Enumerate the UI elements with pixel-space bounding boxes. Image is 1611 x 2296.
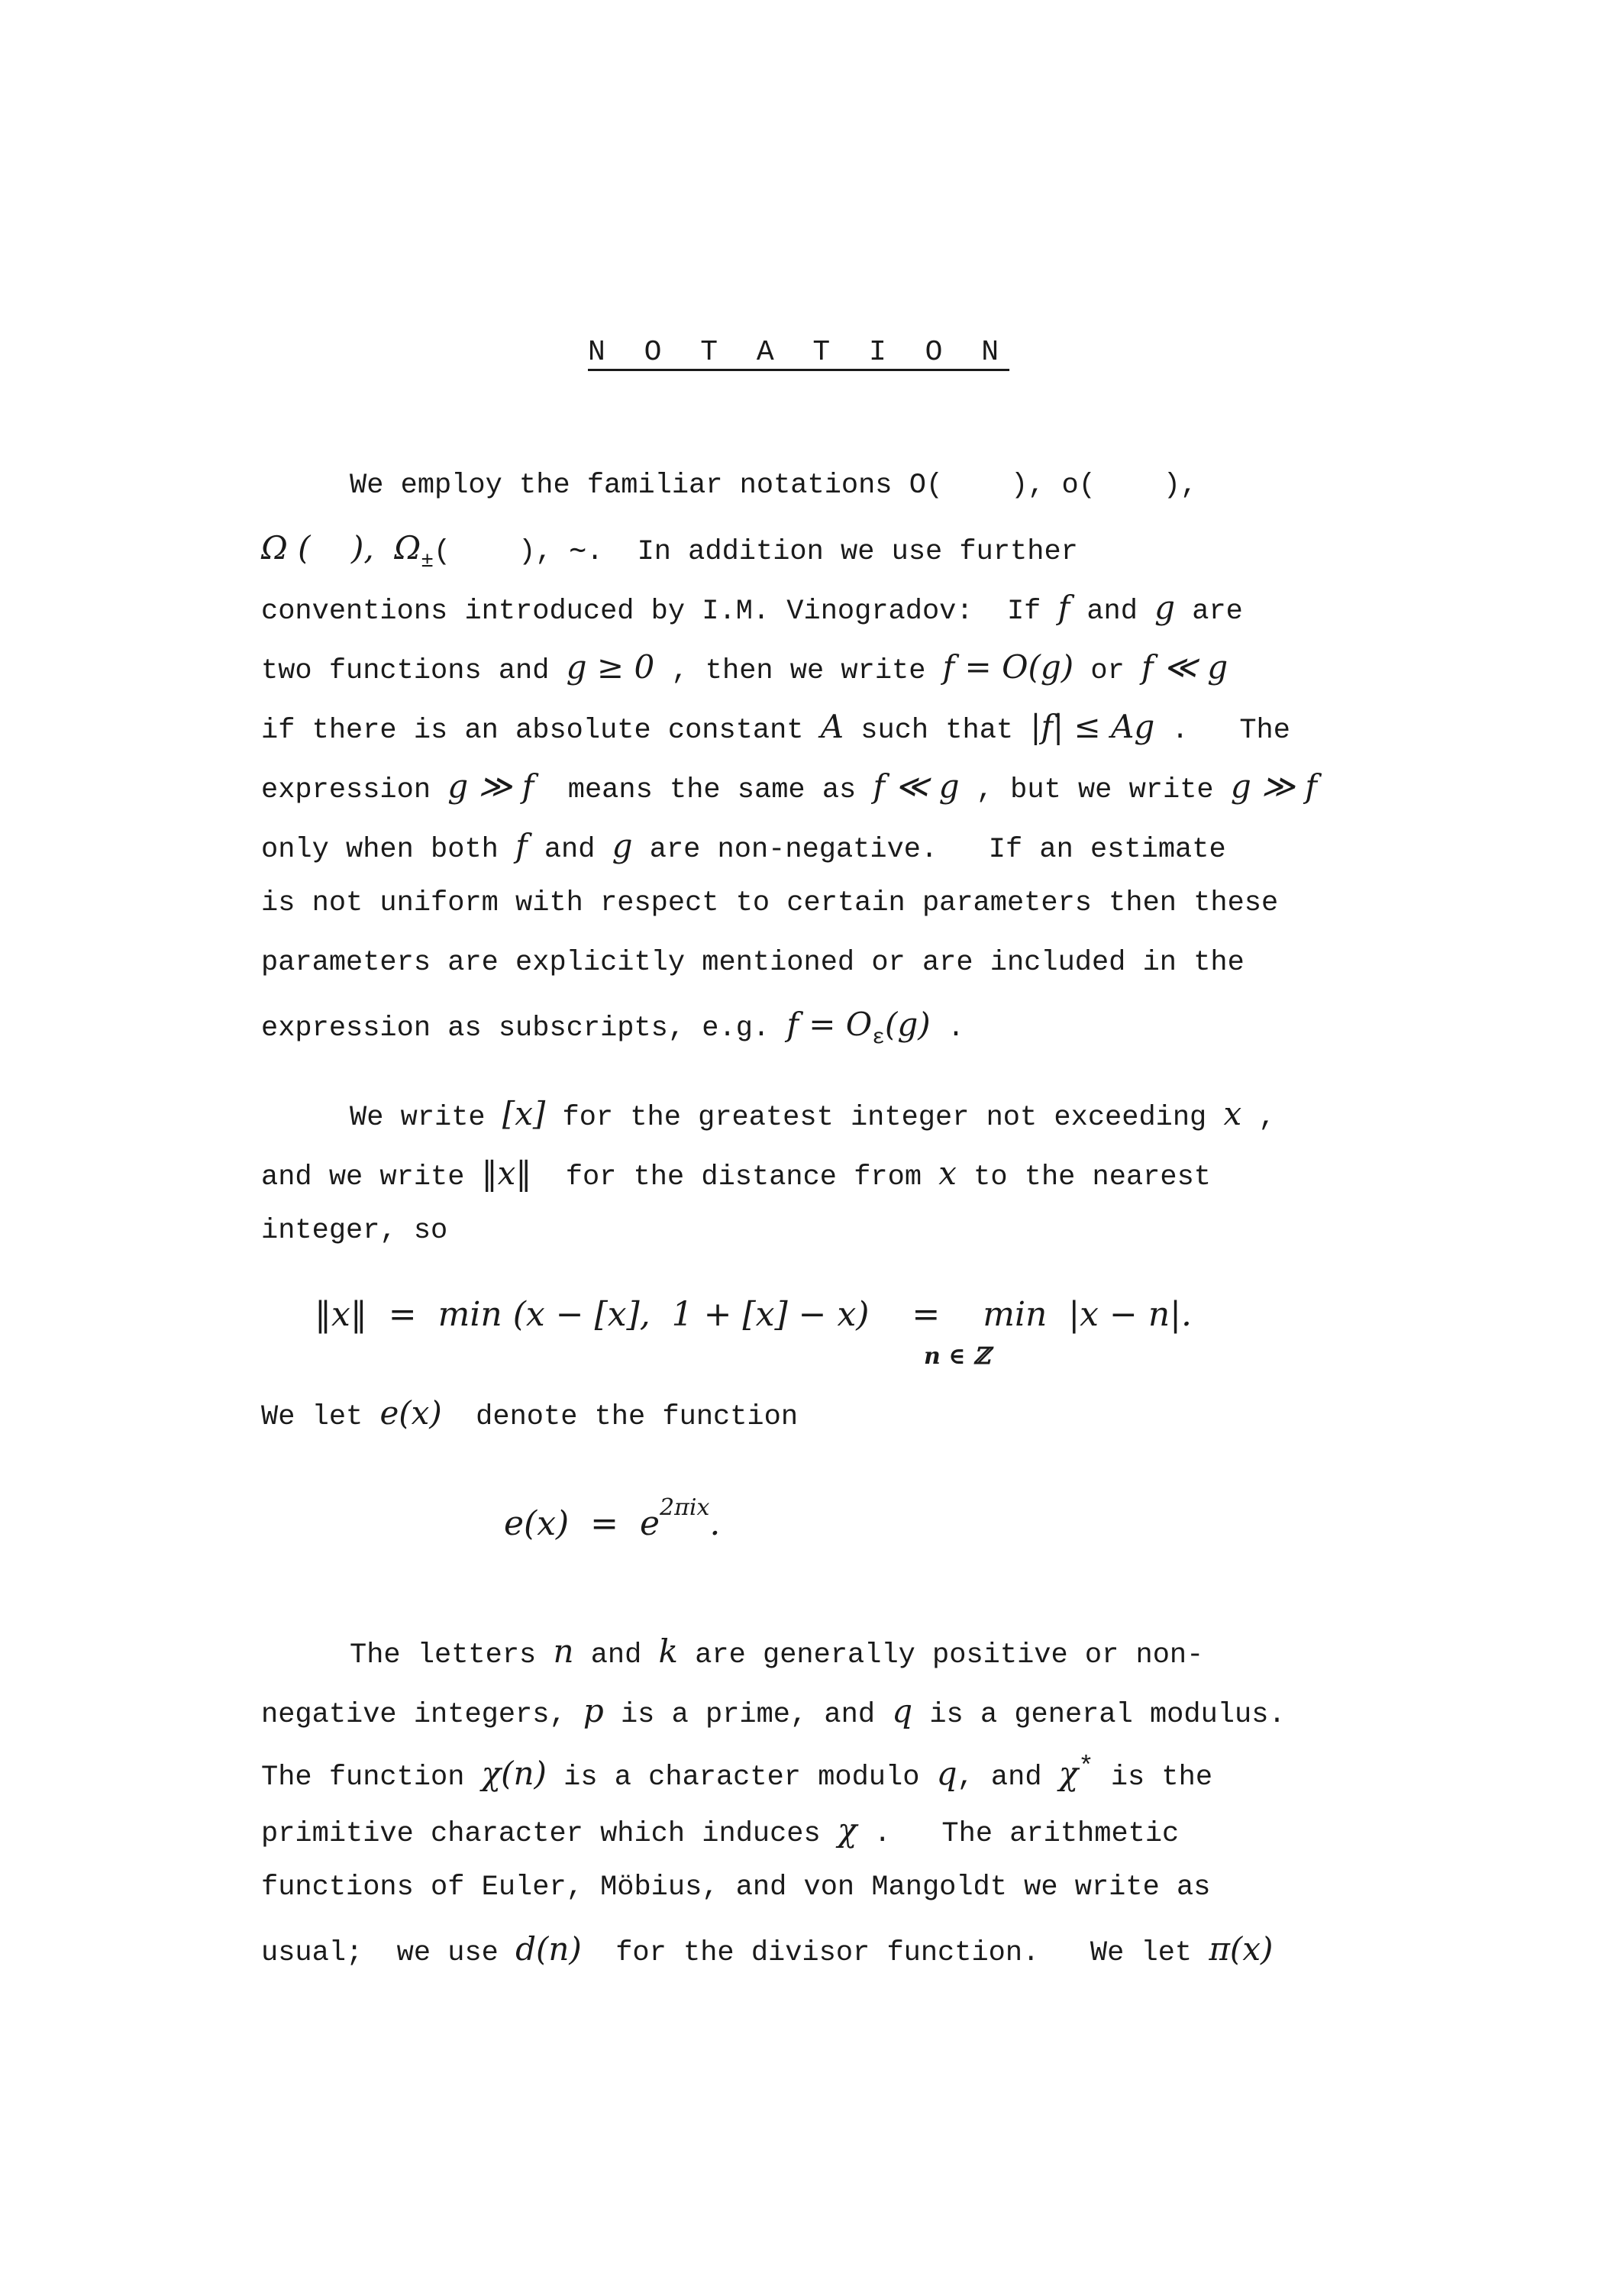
eq-text: e(x) = e bbox=[504, 1504, 660, 1543]
text: and bbox=[527, 834, 612, 866]
text: , then we write bbox=[654, 655, 943, 687]
math-f: f bbox=[1057, 589, 1070, 626]
para1-line2 bbox=[261, 529, 1078, 573]
para2-line4 bbox=[261, 1394, 799, 1433]
math: q bbox=[892, 1692, 913, 1729]
math: f ≪ g bbox=[873, 767, 960, 805]
para3-line5: functions of Euler, Möbius, and von Mangoldt we write as bbox=[261, 1871, 1211, 1904]
text: such that bbox=[844, 715, 1031, 747]
math: A bbox=[820, 708, 844, 745]
para1-line9: parameters are explicitly mentioned or are included in the bbox=[261, 947, 1245, 979]
para3-line1 bbox=[350, 1632, 1204, 1671]
text: expression as subscripts, e.g. bbox=[261, 1012, 787, 1045]
math: k bbox=[658, 1632, 678, 1670]
math: π(x) bbox=[1209, 1930, 1274, 1968]
math: χ bbox=[1058, 1755, 1079, 1792]
text: , but we write bbox=[959, 774, 1231, 806]
math: n bbox=[553, 1632, 574, 1670]
text: denote the function bbox=[441, 1401, 799, 1433]
text: and bbox=[1070, 596, 1155, 628]
text: , and bbox=[957, 1762, 1059, 1794]
math: e(x) bbox=[379, 1394, 442, 1432]
math: x bbox=[1223, 1095, 1242, 1132]
text: conventions introduced by I.M. Vinogradov: If bbox=[261, 596, 1058, 628]
math: q bbox=[936, 1755, 957, 1792]
para2-line1 bbox=[350, 1095, 1276, 1134]
text: only when both bbox=[261, 834, 516, 866]
para2-line3: integer, so bbox=[261, 1215, 448, 1247]
exponent: 2πix bbox=[660, 1494, 710, 1521]
epsilon-subscript: ε bbox=[872, 1026, 885, 1050]
math: χ(n) bbox=[481, 1755, 547, 1792]
para1-line10 bbox=[261, 1006, 965, 1050]
math: |f| ≤ Ag bbox=[1030, 708, 1155, 745]
math: [x] bbox=[502, 1095, 546, 1132]
text: are bbox=[1175, 596, 1243, 628]
math: g ≫ f bbox=[1230, 767, 1317, 805]
math: f = O bbox=[786, 1006, 873, 1043]
para1-line7 bbox=[261, 827, 1226, 866]
para3-line3 bbox=[261, 1755, 1212, 1792]
eq-period: . bbox=[709, 1504, 721, 1543]
text: are non-negative. If an estimate bbox=[632, 834, 1226, 866]
text: The function bbox=[261, 1762, 482, 1794]
text: We let bbox=[261, 1401, 380, 1433]
omega-symbol: Ω ( ), Ω bbox=[261, 529, 421, 567]
para1-line2-text: ( ), ∼. In addition we use further bbox=[434, 536, 1078, 568]
text: primitive character which induces bbox=[261, 1818, 838, 1850]
text: . The bbox=[1154, 715, 1290, 747]
text: are generally positive or non- bbox=[678, 1639, 1204, 1671]
text: negative integers, bbox=[261, 1699, 583, 1731]
equation-exponential bbox=[504, 1494, 721, 1543]
pm-subscript: ± bbox=[421, 550, 434, 573]
para3-line6 bbox=[261, 1930, 1274, 1969]
text: is the bbox=[1093, 1762, 1213, 1794]
equation-min-subscript: n ∈ ℤ bbox=[924, 1343, 990, 1370]
math: d(n) bbox=[515, 1930, 582, 1968]
para1-line1: We employ the familiar notations O( ), o( ), bbox=[350, 470, 1198, 502]
text: usual; we use bbox=[261, 1937, 516, 1969]
text: . bbox=[930, 1012, 965, 1045]
math: f = O(g) bbox=[942, 648, 1074, 686]
math: f bbox=[515, 827, 528, 864]
equation-distance: ‖x‖ = min (x − [x], 1 + [x] − x) = min |x − n|. bbox=[315, 1295, 1192, 1334]
page-title: N O T A T I O N bbox=[588, 336, 1010, 369]
text: or bbox=[1073, 655, 1141, 687]
text: is a prime, and bbox=[603, 1699, 893, 1731]
text: and bbox=[573, 1639, 659, 1671]
math: (g) bbox=[885, 1006, 931, 1043]
para1-line5 bbox=[261, 708, 1290, 747]
text: for the divisor function. We let bbox=[581, 1937, 1209, 1969]
math: g ≫ f bbox=[447, 767, 534, 805]
math-g: g bbox=[1154, 589, 1176, 626]
para3-line2 bbox=[261, 1692, 1286, 1731]
math: g bbox=[612, 827, 633, 864]
text: is a general modulus. bbox=[912, 1699, 1286, 1731]
text: for the greatest integer not exceeding bbox=[545, 1102, 1224, 1134]
para1-line3 bbox=[261, 589, 1243, 628]
para3-line4 bbox=[261, 1811, 1180, 1850]
text: means the same as bbox=[534, 774, 873, 806]
math: x bbox=[938, 1154, 957, 1192]
text: The letters bbox=[350, 1639, 554, 1671]
star-superscript: * bbox=[1078, 1753, 1094, 1782]
text: is a character modulo bbox=[546, 1762, 937, 1794]
text: . The arithmetic bbox=[857, 1818, 1180, 1850]
para2-line2 bbox=[261, 1154, 1211, 1193]
para1-line8: is not uniform with respect to certain parameters then these bbox=[261, 887, 1279, 919]
text: to the nearest bbox=[956, 1161, 1211, 1193]
math: g ≥ 0 bbox=[566, 648, 655, 686]
para1-line6 bbox=[261, 767, 1317, 806]
math: χ bbox=[837, 1811, 857, 1849]
math: f ≪ g bbox=[1141, 648, 1228, 686]
text: if there is an absolute constant bbox=[261, 715, 821, 747]
math: p bbox=[583, 1692, 604, 1729]
math: ‖x‖ bbox=[481, 1154, 532, 1192]
text: for the distance from bbox=[531, 1161, 939, 1193]
text: two functions and bbox=[261, 655, 567, 687]
text: We write bbox=[350, 1102, 502, 1134]
text: expression bbox=[261, 774, 448, 806]
text: , bbox=[1241, 1102, 1276, 1134]
text: and we write bbox=[261, 1161, 482, 1193]
para1-line4 bbox=[261, 648, 1228, 687]
